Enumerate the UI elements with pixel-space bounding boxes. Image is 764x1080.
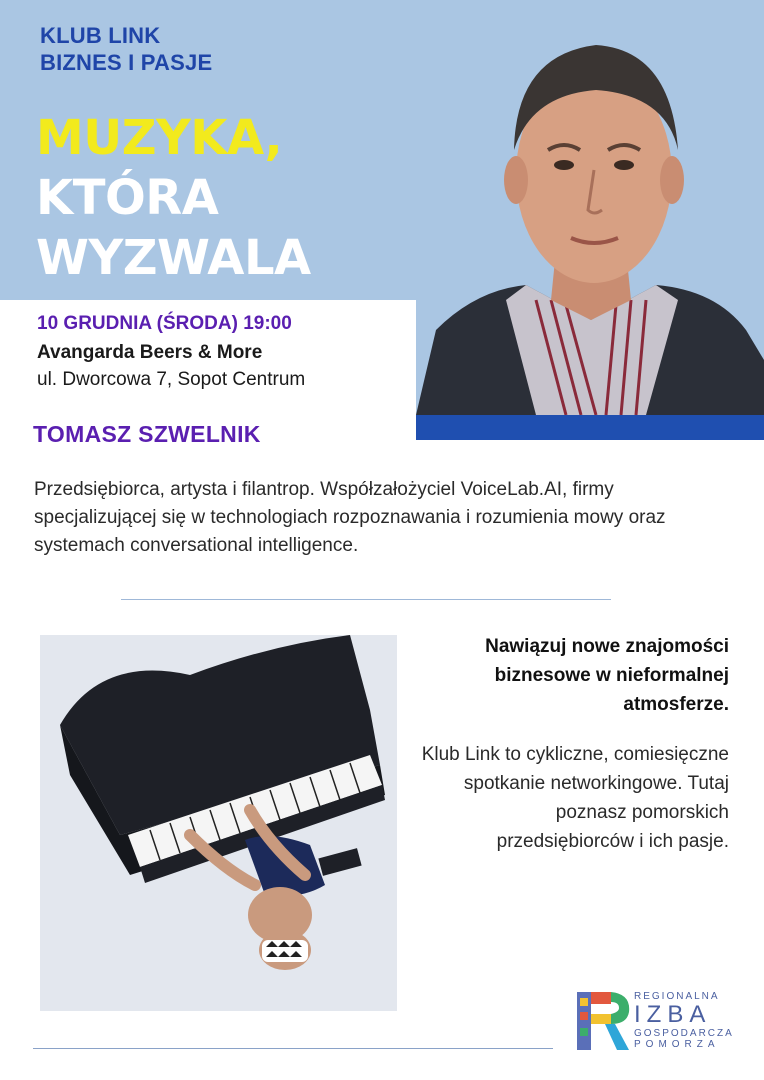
accent-bar [416,415,764,440]
logo-line4: POMORZA [634,1039,720,1050]
logo-text [634,991,734,1050]
club-name [40,22,212,76]
club-name-line2: BIZNES I PASJE [40,50,213,75]
speaker-portrait [416,0,764,415]
divider [121,599,611,600]
event-date: 10 GRUDNIA (ŚRODA) 19:00 [37,313,292,334]
title-line3: WYZWALA [36,230,311,286]
logo-line1: REGIONALNA [634,991,720,1002]
title-line1: MUZYKA, [36,110,283,166]
title-line2: KTÓRA [36,170,219,226]
footer-line [33,1048,553,1049]
logo-r-icon [575,990,633,1052]
event-venue: Avangarda Beers & More [37,342,263,363]
event-title [36,108,311,288]
club-name-line1: KLUB LINK [40,23,161,48]
event-address: ul. Dworcowa 7, Sopot Centrum [37,369,306,390]
promo-tagline: Nawiązuj nowe znajomości biznesowe w nieformalnej atmosferze. [485,636,729,715]
logo-line3: GOSPODARCZA [634,1028,734,1039]
logo-line2: IZBA [634,1001,712,1028]
speaker-name: TOMASZ SZWELNIK [33,421,261,447]
promo-description: Klub Link to cykliczne, comiesięczne spotkanie networkingowe. Tutaj poznasz pomorskich przedsiębiorców i ich pasje. [421,744,729,852]
piano-photo [40,635,397,1011]
speaker-bio: Przedsiębiorca, artysta i filantrop. Współzałożyciel VoiceLab.AI, firmy specjalizującej się w technologiach rozpoznawania i rozumienia mowy oraz systemach conversational intelligence. [34,479,666,556]
